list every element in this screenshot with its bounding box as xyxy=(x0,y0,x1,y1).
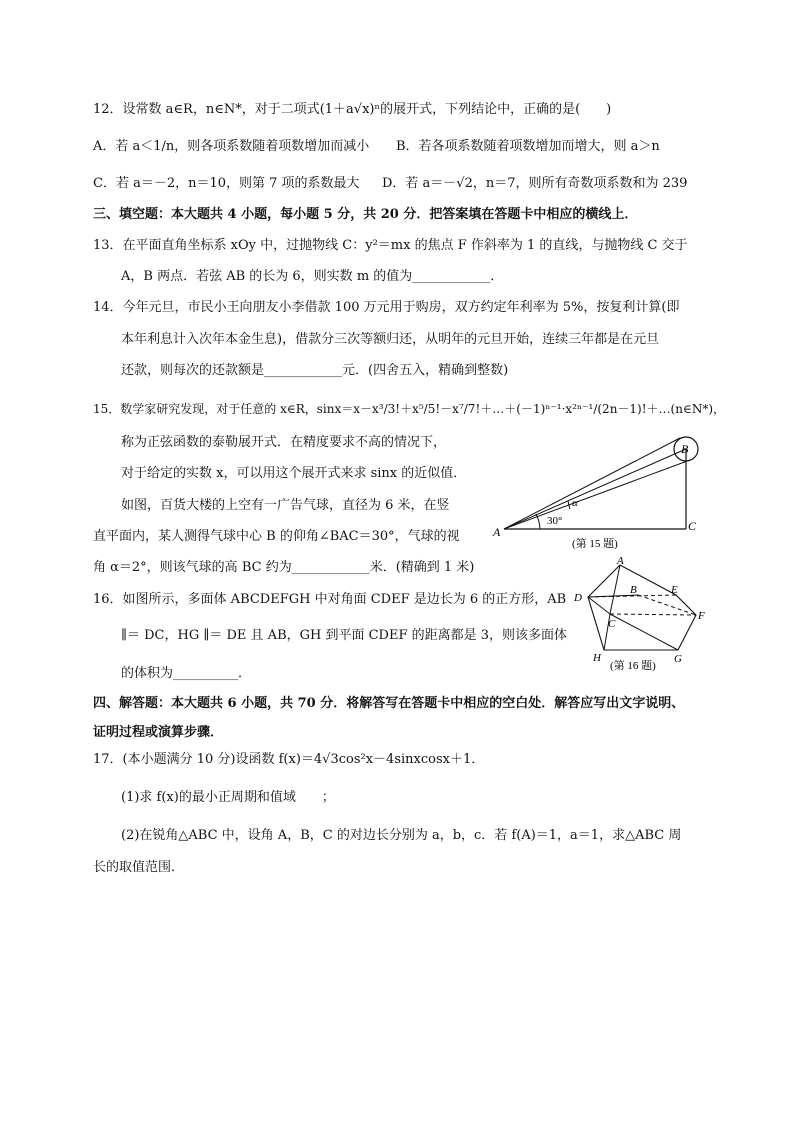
fig16-label-c: C xyxy=(608,618,616,630)
fig16-label-b: B xyxy=(630,584,637,596)
fig16-label-d: D xyxy=(574,592,582,604)
q16-line1: 16．如图所示，多面体 ABCDEFGH 中对角面 CDEF 是边长为 6 的正方形，AB xyxy=(93,592,567,607)
fig16-label-a: A xyxy=(617,555,624,567)
q14-line3: 还款，则每次的还款额是____________元．(四舍五入，精确到整数) xyxy=(121,363,509,378)
fig16-label-e: E xyxy=(671,584,678,596)
q17-part2-line1: (2)在锐角△ABC 中，设角 A，B，C 的对边长分别为 a，b，c．若 f(A)＝1，a＝1，求△ABC 周 xyxy=(121,828,682,843)
q12-option-d: D．若 a＝－√2，n＝7，则所有奇数项系数和为 239 xyxy=(382,176,688,191)
q15-line4: 如图，百货大楼的上空有一广告气球，直径为 6 米，在竖 xyxy=(121,498,450,513)
q14-line1: 14．今年元旦，市民小王向朋友小李借款 100 万元用于购房，双方约定年利率为 5%，按复利计算(即 xyxy=(93,300,680,315)
fig15-label-b: B xyxy=(681,442,689,456)
q15-line3: 对于给定的实数 x，可以用这个展开式来求 sinx 的近似值． xyxy=(121,466,467,481)
fig16-label-f: F xyxy=(698,610,705,622)
fig15-label-c: C xyxy=(688,519,697,533)
q15-line1: 15．数学家研究发现，对于任意的 x∈R，sinx＝x－x³/3!＋x⁵/5!－x⁷/7!＋…＋(－1)ⁿ⁻¹·x²ⁿ⁻¹/(2n－1)!＋…(n∈N*)， xyxy=(93,402,726,416)
fig15-caption: (第 15 题) xyxy=(572,538,618,550)
q16-line2: ∥＝ DC，HG ∥＝ DE 且 AB，GH 到平面 CDEF 的距离都是 3，则该多面体 xyxy=(121,628,568,643)
fig15-alpha-label: α xyxy=(572,497,578,509)
q14-line2: 本年利息计入次年本金生息)，借款分三次等额归还，从明年的元旦开始，连续三年都是在元旦 xyxy=(121,332,660,347)
q15-line5: 直平面内，某人测得气球中心 B 的仰角∠BAC＝30°，气球的视 xyxy=(93,529,460,544)
q15-line6: 角 α＝2°，则该气球的高 BC 约为____________米．(精确到 1 米) xyxy=(93,560,475,575)
q16-line3: 的体积为__________． xyxy=(121,666,252,681)
q17-stem: 17．(本小题满分 10 分)设函数 f(x)＝4√3cos²x－4sinxcosx＋1． xyxy=(93,752,485,767)
fig15-label-a: A xyxy=(493,525,501,539)
fig16-label-h: H xyxy=(593,652,601,664)
figure-15 xyxy=(490,432,710,554)
q17-part2-line2: 长的取值范围． xyxy=(93,860,185,875)
q12-option-c: C．若 a＝－2，n＝10，则第 7 项的系数最大 xyxy=(93,176,360,191)
fig16-caption: (第 16 题) xyxy=(610,660,656,672)
q17-part1: (1)求 f(x)的最小正周期和值域 ； xyxy=(121,790,335,805)
q15-line2: 称为正弦函数的泰勒展开式．在精度要求不高的情况下， xyxy=(121,435,447,450)
q13-line2: A，B 两点．若弦 AB 的长为 6，则实数 m 的值为____________． xyxy=(121,269,504,284)
fig16-label-g: G xyxy=(674,653,682,665)
section3-heading: 三、填空题：本大题共 4 小题，每小题 5 分，共 20 分．把答案填在答题卡中相应的横线上． xyxy=(93,207,638,222)
q12-option-a: A．若 a＜1/n，则各项系数随着项数增加而减小 xyxy=(93,139,370,154)
figure-16 xyxy=(570,555,716,675)
section4-heading-line2: 证明过程或演算步骤． xyxy=(93,725,224,740)
fig15-angle-label: 30° xyxy=(547,515,563,527)
q12-option-b: B．若各项系数随着项数增加而增大，则 a＞n xyxy=(396,139,660,154)
q12-stem: 12．设常数 a∈R，n∈N*，对于二项式(1＋a√x)ⁿ的展开式，下列结论中，正确的是( ) xyxy=(93,102,612,117)
section4-heading-line1: 四、解答题：本大题共 6 小题，共 70 分．将解答写在答题卡中相应的空白处．解答应写出文字说明、 xyxy=(93,696,685,711)
q13-line1: 13．在平面直角坐标系 xOy 中，过抛物线 C：y²＝mx 的焦点 F 作斜率为 1 的直线，与抛物线 C 交于 xyxy=(93,238,688,253)
